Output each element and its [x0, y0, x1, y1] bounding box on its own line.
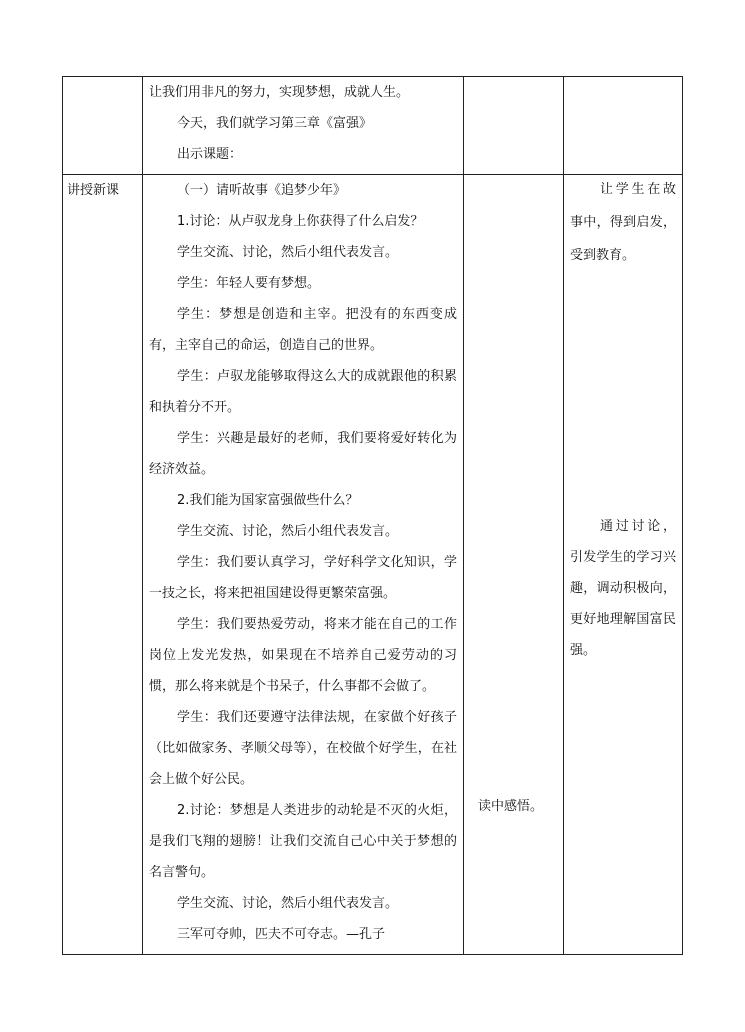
text-line: 今天，我们就学习第三章《富强》 — [177, 116, 373, 131]
row1-intent-cell — [564, 77, 683, 175]
lesson-plan-table — [62, 76, 683, 955]
paragraph: 学生交流、讨论，然后小组代表发言。 — [177, 896, 399, 911]
text-line: 让我们用非凡的努力，实现梦想，成就人生。 — [149, 85, 410, 100]
design-intent-cell — [564, 175, 683, 955]
section-label-cell — [63, 175, 143, 955]
activity-text: 读中感悟。 — [478, 799, 544, 814]
section-label: 讲授新课 — [67, 183, 120, 198]
paragraph: 学生交流、讨论，然后小组代表发言。 — [177, 524, 399, 539]
paragraph: 学生：我们要认真学习，学好科学文化知识，学一技之长，将来把祖国建设得更繁荣富强。 — [149, 555, 457, 601]
paragraph: （一）请听故事《追梦少年》 — [177, 183, 347, 198]
paragraph: 学生：卢驭龙能够取得这么大的成就跟他的积累和执着分不开。 — [149, 369, 457, 415]
row1-activity-cell — [464, 77, 564, 175]
paragraph: 学生交流、讨论，然后小组代表发言。 — [177, 245, 399, 260]
text-line: 出示课题： — [177, 147, 243, 162]
paragraph: 学生：梦想是创造和主宰。把没有的东西变成有，主宰自己的命运，创造自己的世界。 — [149, 307, 457, 353]
intent-note: 通过讨论，引发学生的学习兴趣，调动积极向，更好地理解国富民强。 — [570, 519, 676, 658]
table-row — [63, 175, 683, 955]
row1-content-cell — [143, 77, 464, 175]
paragraph: 2.讨论：梦想是人类进步的动轮是不灭的火炬，是我们飞翔的翅膀！让我们交流自己心中关于梦想的名言警句。 — [149, 803, 457, 880]
student-activity-cell — [464, 175, 564, 955]
paragraph: 三军可夺帅，匹夫不可夺志。—孔子 — [177, 927, 386, 942]
table-row — [63, 77, 683, 175]
paragraph: 学生：年轻人要有梦想。 — [177, 276, 321, 291]
paragraph: 学生：我们还要遵守法律法规，在家做个好孩子（比如做家务、孝顺父母等），在校做个好学生，在社会上做个好公民。 — [149, 710, 457, 787]
paragraph: 学生：兴趣是最好的老师，我们要将爱好转化为经济效益。 — [149, 431, 457, 477]
paragraph: 学生：我们要热爱劳动，将来才能在自己的工作岗位上发光发热，如果现在不培养自己爱劳动的习惯，那么将来就是个书呆子，什么事都不会做了。 — [149, 617, 457, 694]
row1-label-cell — [63, 77, 143, 175]
paragraph: 1.讨论：从卢驭龙身上你获得了什么启发？ — [177, 214, 424, 229]
intent-note: 让学生在故事中，得到启发，受到教育。 — [570, 182, 676, 263]
paragraph: 2.我们能为国家富强做些什么？ — [177, 493, 359, 508]
teaching-content-cell — [143, 175, 464, 955]
